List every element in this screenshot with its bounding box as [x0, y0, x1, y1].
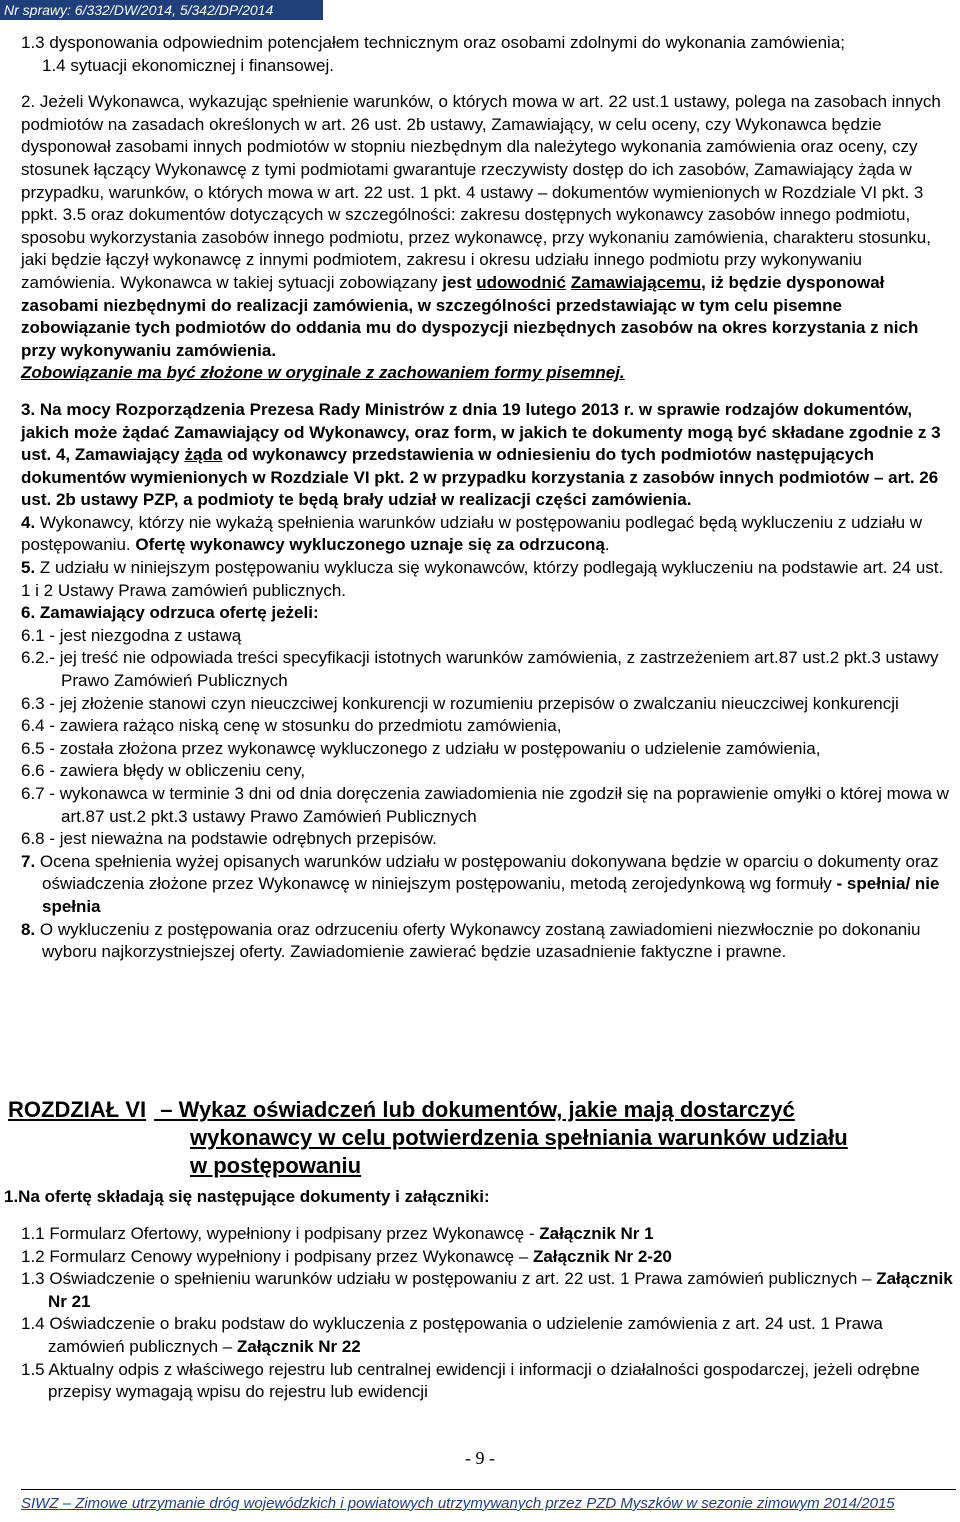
chapter-dash: – [154, 1097, 179, 1122]
chapter-title-line-1: Wykaz oświadczeń lub dokumentów, jakie mają dostarczyć [178, 1097, 795, 1122]
chapter-title-line-2: wykonawcy w celu potwierdzenia spełniania warunków udziału [190, 1125, 848, 1150]
footer-divider [21, 1489, 956, 1490]
list-item: 1.2 Formularz Cenowy wypełniony i podpisany przez Wykonawcę – Załącznik Nr 2-20 [21, 1246, 672, 1266]
item-6-6: 6.6 - zawiera błędy w obliczeniu ceny, [21, 761, 306, 781]
item-6-8: 6.8 - jest nieważna na podstawie odrębnych przepisów. [21, 829, 437, 849]
list-item: 1.1 Formularz Ofertowy, wypełniony i podpisany przez Wykonawcę - Załącznik Nr 1 [21, 1224, 654, 1243]
case-number: Nr sprawy: 6/332/DW/2014, 5/342/DP/2014 [4, 2, 274, 18]
item-6-4: 6.4 - zawiera rażąco niską cenę w stosunku do przedmiotu zamówienia, [21, 716, 562, 736]
paragraph-5: 5. Z udziału w niniejszym postępowaniu wyklucza się wykonawców, którzy podlegają wykluczeniu na podstawie art. 24 ust. 1 i 2 Ustawy Prawa zamówień publicznych. [21, 558, 944, 600]
paragraph-2-obligation: Zobowiązanie ma być złożone w oryginale z zachowaniem formy pisemnej. [21, 363, 625, 383]
document-body [21, 32, 953, 964]
chapter-heading [8, 1096, 953, 1180]
item-6-3: 6.3 - jej złożenie stanowi czyn nieuczciwej konkurencji w rozumieniu przepisów o zwalczaniu nieuczciwej konkurencji [21, 693, 899, 713]
paragraph-7: 7. Ocena spełnienia wyżej opisanych warunków udziału w postępowaniu dokonywana będzie w oparciu o dokumenty oraz oświadczenia złożone przez Wykonawcę w niniejszym postępowaniu, metodą zerojedynkową wg formuły - spełnia/ nie spełnia [21, 851, 940, 916]
case-number-banner [0, 0, 323, 20]
list-item: 1.5 Aktualny odpis z właściwego rejestru lub centralnej ewidencji i informacji o działalności gospodarczej, jeżeli odrębne przepisy wymagają wpisu do rejestru lub ewidencji [21, 1359, 920, 1402]
paragraph-8: 8. O wykluczeniu z postępowania oraz odrzuceniu oferty Wykonawcy zostaną zawiadomieni niezwłocznie po dokonaniu wyboru najkorzystniejszej oferty. Zawiadomienie zawierać będzie uzasadnienie faktyczne i prawne. [21, 919, 921, 962]
item-6-5: 6.5 - została złożona przez wykonawcę wykluczonego z udziału w postępowaniu o udzielenie zamówienia, [21, 738, 821, 758]
paragraph-2: 2. Jeżeli Wykonawca, wykazując spełnienie warunków, o których mowa w art. 22 ust.1 ustawy, polega na zasobach innych podmiotów na zasadach określonych w art. 26 ust. 2b ustawy, Zamawiający, w celu oceny, czy Wykonawca będzie dysponował zasobami innych podmiotów w stopniu niezbędnym dla należytego wykonania zamówienia oraz oceny, czy stosunek łączący Wykonawcę z tymi podmiotami gwarantuje rzeczywisty dostęp do ich zasobów, Zamawiający żąda w przypadku, warunków, o których mowa w art. 22 ust. 1 pkt. 4 ustawy – dokumentów wymienionych w Rozdziale VI pkt. 3 ppkt. 3.5 oraz dokumentów dotyczących w szczególności: zakresu dostępnych wykonawcy zasobów innego podmiotu, sposobu wykorzystania zasobów innego podmiotu, przez wykonawcę, przy wykonaniu zamówienia, charakteru stosunku, jaki będzie łączył wykonawcę z innymi podmiotem, zakresu i okresu udziału innego podmiotu przy wykonywaniu zamówienia. Wykonawca w takiej sytuacji zobowiązany jest udowodnić Zamawiającemu, iż będzie dysponował zasobami niezbędnymi do realizacji zamówienia, w szczególności przedstawiając w tym celu pisemne zobowiązanie tych podmiotów do oddania mu do dyspozycji niezbędnych zasobów na okres korzystania z nich przy wykonywaniu zamówienia. [21, 92, 941, 360]
item-1-3: 1.3 dysponowania odpowiednim potencjałem technicznym oraz osobami zdolnymi do wykonania zamówienia; [21, 33, 846, 52]
paragraph-3: 3. Na mocy Rozporządzenia Prezesa Rady Ministrów z dnia 19 lutego 2013 r. w sprawie rodzajów dokumentów, jakich może żądać Zamawiający od Wykonawcy, oraz form, w jakich te dokumenty mogą być składane zgodnie z 3 ust. 4, Zamawiający żąda od wykonawcy przedstawienia w odniesieniu do tych podmiotów następujących dokumentów wymienionych w Rozdziale VI pkt. 2 w przypadku korzystania z zasobów innych podmiotów – art. 26 ust. 2b ustawy PZP, a podmioty te będą brały udział w realizacji części zamówienia. [21, 399, 941, 510]
paragraph-6-heading: 6. Zamawiający odrzuca ofertę jeżeli: [21, 603, 319, 623]
chapter-label: ROZDZIAŁ VI [8, 1097, 147, 1122]
footer-text: SIWZ – Zimowe utrzymanie dróg wojewódzkich i powiatowych utrzymywanych przez PZD Myszków w sezonie zimowym 2014/2015 [21, 1495, 895, 1512]
attachments-list [21, 1223, 953, 1404]
page-number: - 9 - [465, 1448, 495, 1468]
list-item: 1.3 Oświadczenie o spełnieniu warunków udziału w postępowaniu z art. 22 ust. 1 Prawa zamówień publicznych – Załącznik Nr 21 [21, 1269, 953, 1311]
item-6-7: 6.7 - wykonawca w terminie 3 dni od dnia doręczenia zawiadomienia nie zgodził się na poprawienie omyłki o której mowa w art.87 ust.2 pkt.3 ustawy Prawo Zamówień Publicznych [21, 784, 949, 826]
list-item: 1.4 Oświadczenie o braku podstaw do wykluczenia z postępowania o udzielenie zamówienia z art. 24 ust. 1 Prawa zamówień publicznych – Załącznik Nr 22 [21, 1314, 883, 1356]
item-6-1: 6.1 - jest niezgodna z ustawą [21, 625, 242, 645]
section-1-heading: 1.Na ofertę składają się następujące dokumenty i załączniki: [4, 1187, 490, 1206]
chapter-title-line-3: w postępowaniu [190, 1153, 362, 1178]
item-6-2: 6.2.- jej treść nie odpowiada treści specyfikacji istotnych warunków zamówienia, z zastrzeżeniem art.87 ust.2 pkt.3 ustawy Prawo Zamówień Publicznych [21, 648, 939, 691]
item-1-4: 1.4 sytuacji ekonomicznej i finansowej. [42, 55, 334, 75]
paragraph-4: 4. Wykonawcy, którzy nie wykażą spełnienia warunków udziału w postępowaniu podlegać będą wykluczeniu z udziału w postępowaniu. Ofertę wykonawcy wykluczonego uznaje się za odrzuconą. [21, 512, 923, 555]
